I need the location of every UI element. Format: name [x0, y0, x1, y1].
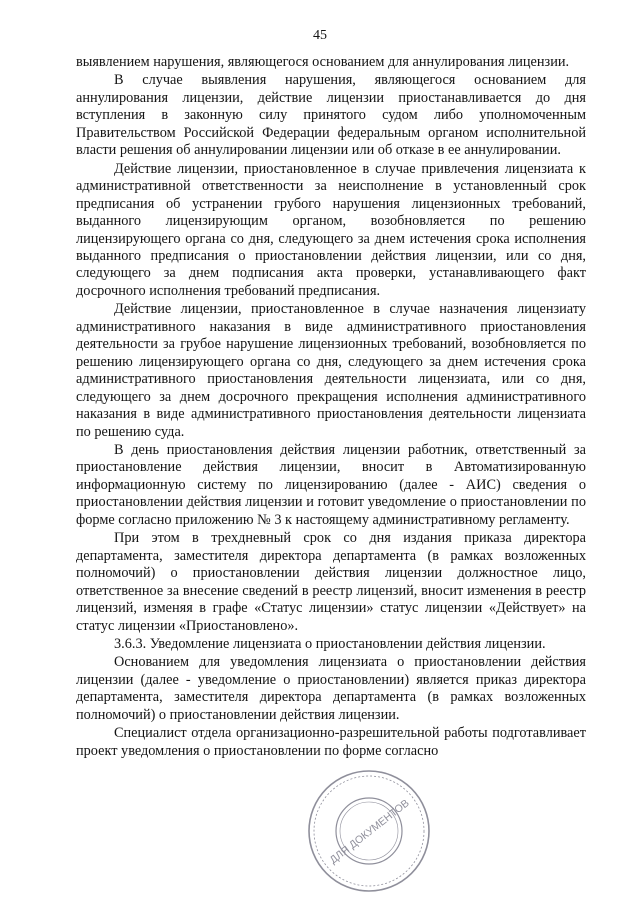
stamp-center-text: ДЛЯ ДОКУМЕНТОВ — [327, 797, 412, 867]
paragraph-3: Действие лицензии, приостановленное в случае привлечения лицензиата к административной ответственности за неисполнение в установленный срок предписания об устранении грубого нарушения лицензионных требований, выданного лицензирующим органом, возобновляется по решению лицензирующего органа со дня, следующего за днем истечения срока исполнения выданного предписания о приостановлении действия лицензии, или со дня, следующего за днем подписания акта проверки, устанавливающего факт досрочного исполнения требований предписания. — [76, 160, 586, 299]
section-heading-3-6-3: 3.6.3. Уведомление лицензиата о приостановлении действия лицензии. — [114, 635, 546, 652]
document-stamp — [306, 768, 432, 894]
paragraph-7: Основанием для уведомления лицензиата о приостановлении действия лицензии (далее - уведомление о приостановлении) является приказ директора департамента, заместителя директора департамента (в рамках возложенных полномочий) о приостановлении действия лицензии. — [76, 654, 586, 723]
paragraph-6: При этом в трехдневный срок со дня издания приказа директора департамента, заместителя директора департамента (в рамках возложенных полномочий) о приостановлении действия лицензии должностное лицо, ответственное за внесение сведений в реестр лицензий, вносит изменения в реестр лицензий, изменяя в графе «Статус лицензии» статус лицензии «Действует» на статус лицензии «Приостановлено». — [76, 530, 586, 634]
paragraph-4: Действие лицензии, приостановленное в случае назначения лицензиату административного наказания в виде административного приостановления деятельности за грубое нарушение лицензионных требований, возобновляется по решению лицензирующего органа со дня, следующего за днем истечения срока административного приостановления деятельности лицензиата, или со дня, следующего за днем досрочного прекращения исполнения административного наказания в виде административного приостановления деятельности лицензиата по решению суда. — [76, 301, 586, 440]
page-number: 45 — [313, 28, 327, 43]
document-body — [76, 54, 586, 760]
paragraph-8: Специалист отдела организационно-разрешительной работы подготавливает проект уведомления о приостановлении по форме согласно — [76, 725, 586, 759]
paragraph-2: В случае выявления нарушения, являющегося основанием для аннулирования лицензии, действие лицензии приостанавливается до дня вступления в законную силу принятого судом либо уполномоченным Правительством Российской Федерации федеральным органом исполнительной власти решения об аннулировании лицензии или об отказе в ее аннулировании. — [76, 72, 586, 159]
paragraph-5: В день приостановления действия лицензии работник, ответственный за приостановление действия лицензии, вносит в Автоматизированную информационную систему по лицензированию (далее - АИС) сведения о приостановлении действия лицензии и готовит уведомление о приостановлении по форме согласно приложению № 3 к настоящему административному регламенту. — [76, 441, 586, 528]
paragraph-1: выявлением нарушения, являющегося основанием для аннулирования лицензии. — [76, 54, 570, 70]
